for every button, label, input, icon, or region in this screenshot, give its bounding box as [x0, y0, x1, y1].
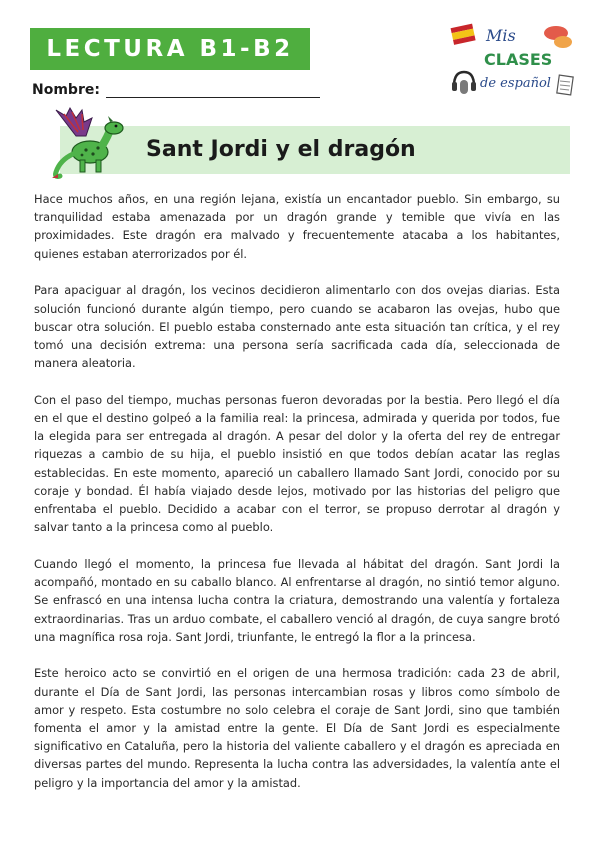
name-field-row: [32, 82, 320, 98]
name-write-line: [106, 83, 320, 98]
paragraph: Este heroico acto se convirtió en el origen de una hermosa tradición: cada 23 de abril, durante el Día de Sant Jordi, las personas intercambian rosas y libros como símbolo de amor y respeto. Esta costumbre no solo celebra el coraje de Sant Jordi, sino que también fomenta el amor y la amistad entre la gente. El Día de Sant Jordi es especialmente significativo en Cataluña, pero la historia del valiente caballero y el dragón es apreciada en diversas partes del mundo. Representa la lucha contra las adversidades, la valentía ante el peligro y la importancia del amor y la amistad.: [34, 666, 560, 790]
logo-text-espanol: de español: [480, 76, 551, 91]
reading-text: [34, 190, 560, 810]
banner-label: LECTURA B1-B2: [46, 36, 294, 62]
page-title: Sant Jordi y el dragón: [146, 137, 416, 162]
level-banner: [30, 28, 310, 70]
logo-text-mis: Mis: [486, 26, 516, 45]
paragraph: Para apaciguar al dragón, los vecinos decidieron alimentarlo con dos ovejas diarias. Esta solución funcionó durante algún tiempo, pero cuando se acabaron las ovejas, hubo que buscar otra solución. El pueblo estaba consternado ante esta situación tan crítica, y el rey tomó una decisión extrema: una persona sería sacrificada cada día, seleccionada de manera aleatoria.: [34, 283, 560, 371]
logo-text-clases: CLASES: [484, 50, 553, 69]
paragraph: Hace muchos años, en una región lejana, existía un encantador pueblo. Sin embargo, su tranquilidad estaba amenazada por un dragón grande y temible que vivía en las proximidades. Este dragón era malvado y frecuentemente atacaba a los habitantes, quienes estaban aterrorizados por él.: [34, 192, 560, 261]
brand-logo: [450, 20, 578, 106]
dragon-icon: [46, 106, 130, 180]
paragraph: Cuando llegó el momento, la princesa fue llevada al hábitat del dragón. Sant Jordi la acompañó, montado en su caballo blanco. Al enfrentarse al dragón, no sintió temor alguno. Se enfrascó en una intensa lucha contra la criatura, demostrando una valentía y fortaleza extraordinarias. Tras un arduo combate, el caballero venció al dragón, de cuya sangre brotó una magnífica rosa roja. Sant Jordi, triunfante, le entregó la flor a la princesa.: [34, 556, 560, 644]
name-label: Nombre:: [32, 82, 100, 98]
paragraph: Con el paso del tiempo, muchas personas fueron devoradas por la bestia. Pero llegó el día en el que el destino golpeó a la familia real: la princesa, admirada y querida por todos, fue la elegida para ser entregada al dragón. A pesar del dolor y la oferta del rey de entregar riquezas a cambio de su hija, el pueblo insistió en que todos debían acatar las reglas establecidas. En este momento, apareció un caballero llamado Sant Jordi, conocido por su coraje y bondad. Él había viajado desde lejos, motivado por las historias del peligro que enfrentaba el pueblo. Decidido a acabar con el terror, se propuso derrotar al dragón y salvar tanto a la princesa como al pueblo.: [34, 392, 560, 535]
